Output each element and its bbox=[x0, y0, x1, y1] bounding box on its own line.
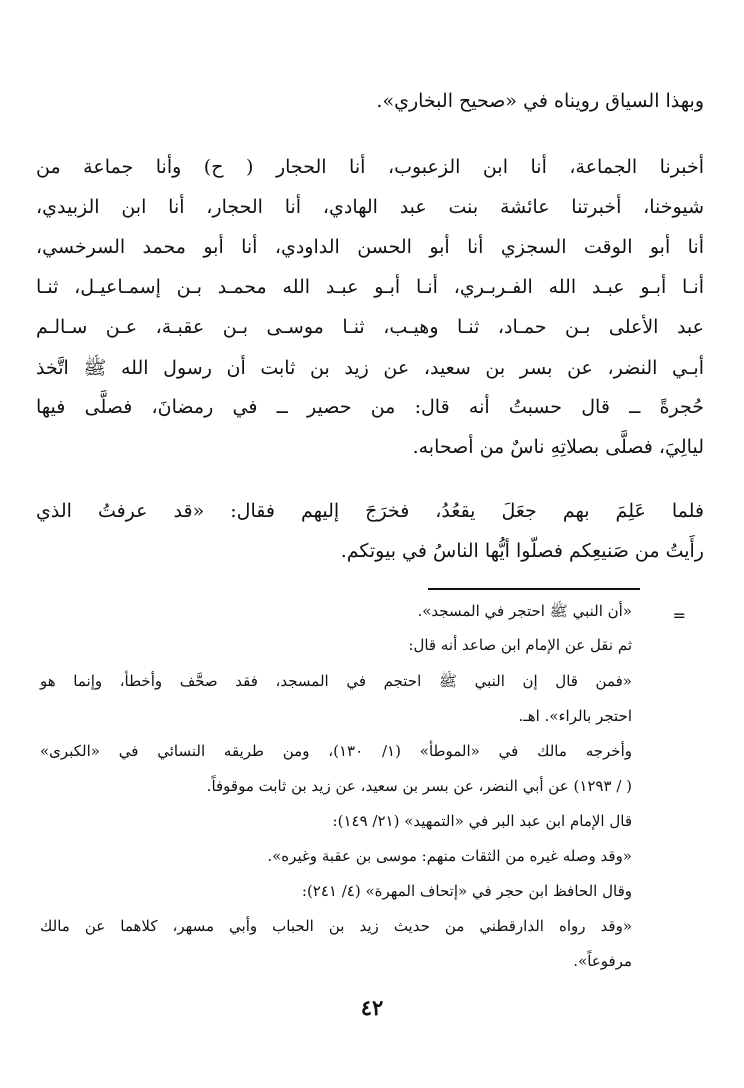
footnote-separator bbox=[428, 588, 640, 590]
paragraph-1-line: أنا أبو الوقت السجزي أنا أبو الحسن الداودي، أنا أبو محمد السرخسي، bbox=[36, 236, 704, 258]
paragraph-2-line: فلما عَلِمَ بهم جعَلَ يقعُدُ، فخرَجَ إليهم فقال: «قد عرفتُ الذي bbox=[36, 500, 704, 522]
footnote-line: «أن النبي ﷺ احتجر في المسجد». bbox=[417, 602, 632, 620]
footnote-continuation-mark: = bbox=[672, 606, 686, 625]
footnote-line: وقال الحافظ ابن حجر في «إتحاف المهرة» (٤/ ٢٤١): bbox=[301, 882, 632, 900]
footnote-line: ( / ١٢٩٣) عن أبي النضر، عن بسر بن سعيد، عن زيد بن ثابت موقوفاً. bbox=[206, 777, 632, 795]
paragraph-1-line: عبد الأعلى بـن حمـاد، ثنـا وهيـب، ثنـا موسـى بـن عقبـة، عـن سـالـم bbox=[36, 316, 704, 338]
page-number: ٤٢ bbox=[360, 995, 384, 1020]
footnote-line: ثم نقل عن الإمام ابن صاعد أنه قال: bbox=[408, 636, 632, 654]
footnote-line: قال الإمام ابن عبد البر في «التمهيد» (٢١/ ١٤٩): bbox=[332, 812, 632, 830]
paragraph-1-line: ليالِيَ، فصلَّى بصلاتِهِ ناسٌ من أصحابه. bbox=[412, 436, 704, 458]
footnote-line: مرفوعاً». bbox=[573, 952, 632, 970]
footnote-line: وأخرجه مالك في «الموطأ» (١/ ١٣٠)، ومن طريقه النسائي في «الكبرى» bbox=[40, 742, 632, 760]
footnote-line: «وقد وصله غيره من الثقات منهم: موسى بن عقبة وغيره». bbox=[267, 847, 632, 865]
footnote-line: «وقد رواه الدارقطني من حديث زيد بن الحباب وأبي مسهر، كلاهما عن مالك bbox=[40, 917, 632, 935]
paragraph-1-line: أخبرنا الجماعة، أنا ابن الزعبوب، أنا الحجار ( ح) وأنا جماعة من bbox=[36, 156, 704, 178]
intro-line: وبهذا السياق رويناه في «صحيح البخاري». bbox=[376, 90, 704, 112]
paragraph-2-line: رأَيتُ من صَنيعِكم فصلّوا أيُّها الناسُ في بيوتكم. bbox=[340, 540, 704, 562]
paragraph-1-line: شيوخنا، أخبرتنا عائشة بنت عبد الهادي، أنا الحجار، أنا ابن الزبيدي، bbox=[36, 196, 704, 218]
paragraph-1-line: أنـا أبـو عبـد الله الفـربـري، أنـا أبـو عبـد الله محمـد بـن إسمـاعيـل، ثنـا bbox=[36, 276, 704, 298]
footnote-line: «فمن قال إن النبي ﷺ احتجم في المسجد، فقد صحَّف وأخطأ، وإنما هو bbox=[40, 672, 632, 690]
footnote-line: احتجر بالراء». اهـ. bbox=[518, 707, 632, 725]
paragraph-1-line: أبـي النضر، عن بسر بن سعيد، عن زيد بن ثابت أن رسول الله ﷺ اتَّخذ bbox=[36, 357, 704, 379]
paragraph-1-line: حُجرةً ــ قال حسبتُ أنه قال: من حصير ــ في رمضانَ، فصلَّى فيها bbox=[36, 396, 704, 418]
